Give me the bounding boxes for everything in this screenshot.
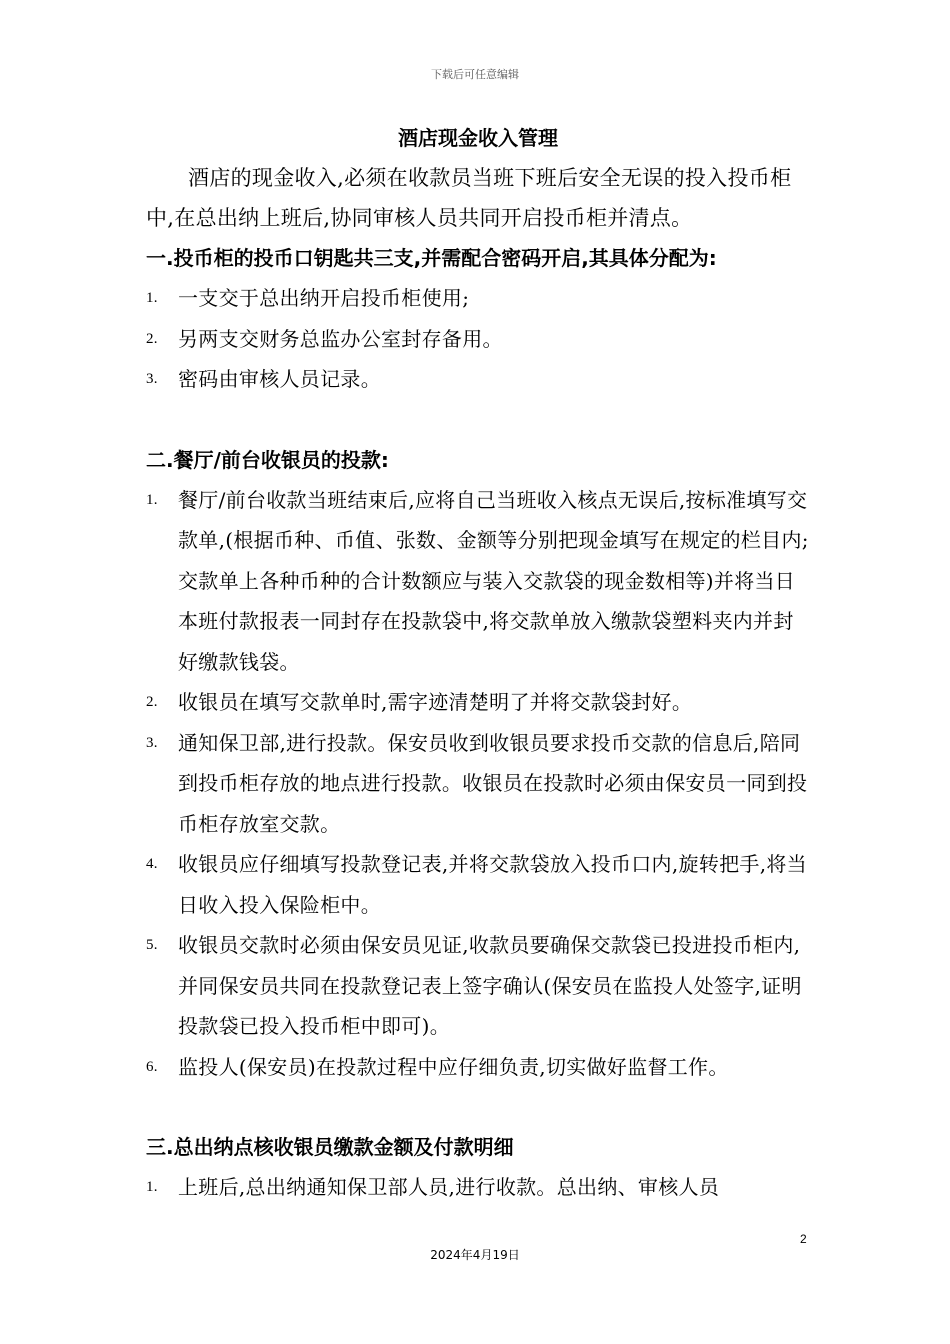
list-number: 2. (146, 330, 158, 347)
list-item-text: 上班后,总出纳通知保卫部人员,进行收款。总出纳、审核人员 (178, 1175, 720, 1199)
list-item (146, 844, 810, 925)
page-header: 下载后可任意编辑 (431, 68, 519, 81)
section-heading-2: 二.餐厅/前台收银员的投款: (146, 447, 389, 472)
list-item-text: 餐厅/前台收款当班结束后,应将自己当班收入核点无误后,按标准填写交款单,(根据币种、币值、张数、金额等分别把现金填写在规定的栏目内;交款单上各种币种的合计数额应与装入交款袋的现金数相等)并将当日本班付款报表一同封存在投款袋中,将交款单放入缴款袋塑料夹内并封好缴款钱袋。 (178, 487, 809, 674)
document-body (146, 118, 810, 1208)
list-item (146, 1047, 810, 1088)
list-item-text: 一支交于总出纳开启投币柜使用; (178, 286, 470, 310)
list-item-text: 监投人(保安员)在投款过程中应仔细负责,切实做好监督工作。 (178, 1054, 729, 1079)
document-title: 酒店现金收入管理 (398, 126, 558, 150)
list-item-text: 收银员应仔细填写投款登记表,并将交款袋放入投币口内,旋转把手,将当日收入投入保险柜中。 (178, 852, 807, 917)
list-number: 1. (146, 1179, 158, 1195)
list-item (146, 319, 810, 360)
list-item (146, 723, 810, 845)
intro-paragraph: 酒店的现金收入,必须在收款员当班下班后安全无误的投入投币柜中,在总出纳上班后,协同审核人员共同开启投币柜并清点。 (146, 166, 792, 230)
list-number: 4. (146, 856, 158, 872)
list-number: 3. (146, 371, 158, 387)
section-3-list (146, 1167, 810, 1208)
list-item (146, 359, 810, 400)
list-number: 2. (146, 694, 158, 710)
list-item-text: 收银员在填写交款单时,需字迹清楚明了并将交款袋封好。 (178, 690, 693, 714)
section-2-list (146, 480, 810, 1088)
list-number: 1. (146, 290, 158, 306)
list-item-text: 密码由审核人员记录。 (178, 367, 381, 391)
list-item (146, 278, 810, 319)
list-item (146, 1167, 810, 1208)
list-item (146, 682, 810, 723)
list-item-text: 通知保卫部,进行投款。保安员收到收银员要求投币交款的信息后,陪同到投币柜存放的地点进行投款。收银员在投款时必须由保安员一同到投币柜存放室交款。 (178, 730, 808, 836)
list-item (146, 925, 810, 1047)
section-1-list (146, 278, 810, 400)
list-number: 6. (146, 1058, 158, 1075)
list-number: 5. (146, 937, 158, 953)
footer-date: 2024年4月19日 (430, 1248, 520, 1262)
page-number: 2 (800, 1232, 807, 1246)
section-heading-3: 三.总出纳点核收银员缴款金额及付款明细 (146, 1135, 514, 1159)
list-number: 1. (146, 491, 158, 508)
section-heading-1: 一.投币柜的投币口钥匙共三支,并需配合密码开启,其具体分配为: (146, 246, 717, 270)
list-item-text: 另两支交财务总监办公室封存备用。 (178, 326, 503, 351)
list-number: 3. (146, 734, 158, 751)
spacer (146, 1087, 810, 1127)
spacer (146, 400, 810, 440)
list-item-text: 收银员交款时必须由保安员见证,收款员要确保交款袋已投进投币柜内,并同保安员共同在投款登记表上签字确认(保安员在监投人处签字,证明投款袋已投入投币柜中即可)。 (178, 933, 802, 1038)
list-item (146, 480, 810, 683)
